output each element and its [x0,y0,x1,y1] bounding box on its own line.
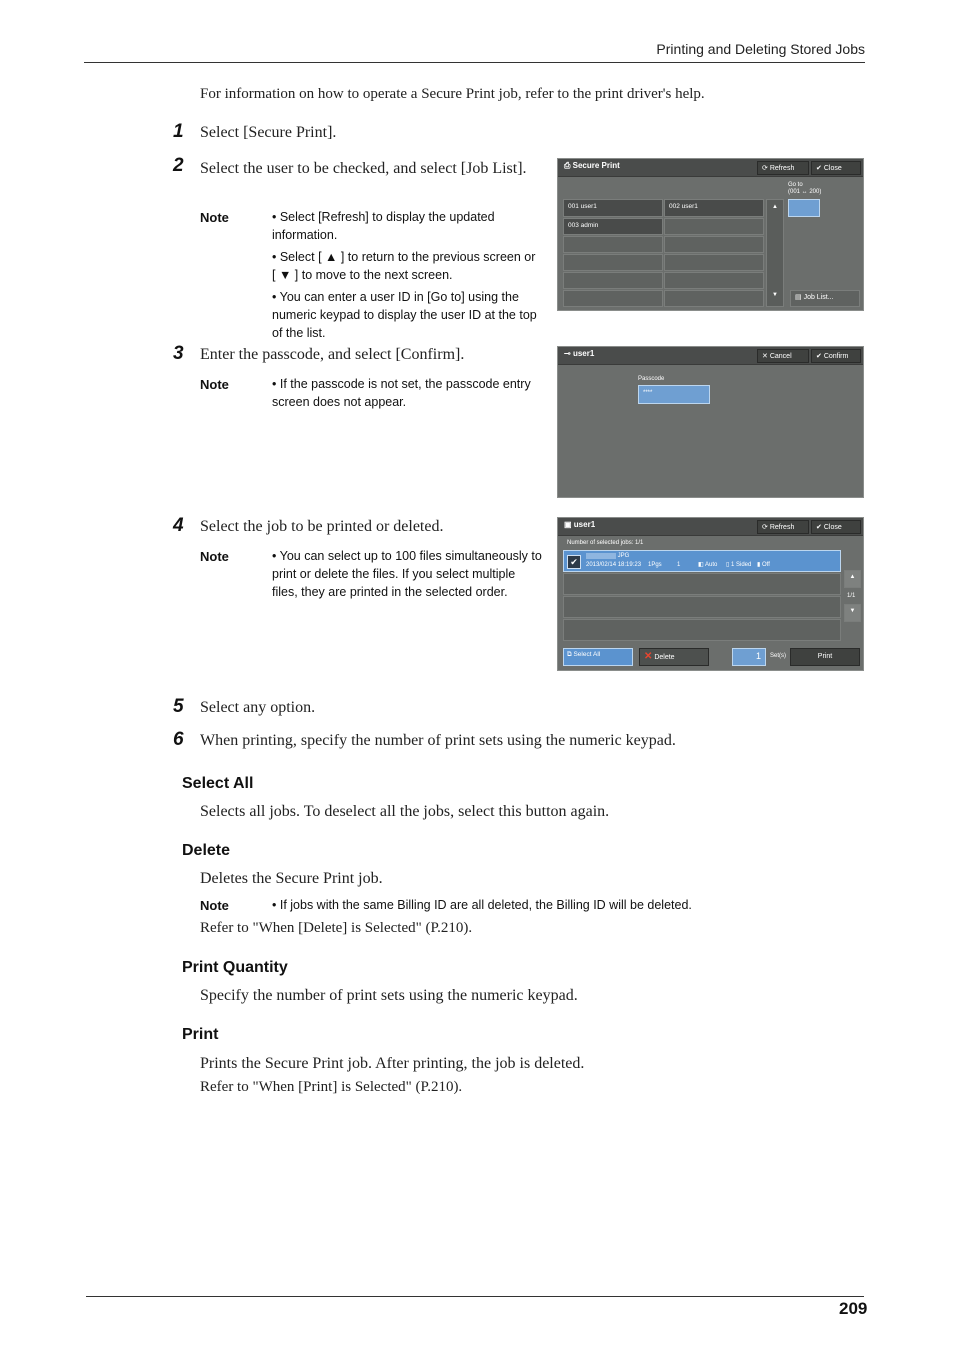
user-row-001[interactable]: 001 user1 [563,199,663,217]
goto-label: Go to [788,182,803,188]
cancel-button[interactable]: ✕ Cancel [757,349,809,363]
step-6-number: 6 [173,729,184,750]
user-row-003[interactable]: 003 admin [563,218,663,235]
running-header: Printing and Deleting Stored Jobs [656,41,865,57]
refresh-button[interactable]: ⟳ Refresh [757,520,809,534]
section-delete-body: Deletes the Secure Print job. [200,870,383,887]
quantity-input[interactable]: 1 [732,648,766,666]
scroll-down-icon[interactable]: ▼ [844,604,861,622]
step-2-text: Select the user to be checked, and select [Job List]. [200,160,527,177]
print-button[interactable]: Print [790,648,860,666]
blurred-filename: xxxxxxxxxx [586,553,616,559]
job-row-empty [563,573,841,595]
section-delete-note-label: Note [200,898,229,913]
step-3-note-label: Note [200,377,229,392]
job-staple: ▮ Off [757,562,770,568]
step-3-text: Enter the passcode, and select [Confirm]. [200,346,465,363]
section-select-all-body: Selects all jobs. To deselect all the jobs, select this button again. [200,803,610,820]
page-icon: ▯ [726,562,730,568]
job-list-screen [557,517,864,671]
step-2-note-label: Note [200,210,229,225]
selected-count: Number of selected jobs: 1/1 [567,540,644,546]
job-copies: 1 [677,562,681,568]
checkbox-checked-icon[interactable]: ✔ [567,555,581,569]
document-icon: ▤ [795,294,802,301]
section-delete-ref: Refer to "When [Delete] is Selected" (P.210). [200,920,473,936]
select-all-button[interactable]: ⧉ Select All [563,648,633,666]
job-list-button[interactable]: ▤ Job List... [790,290,860,307]
scroll-up-icon[interactable]: ▲ [772,204,778,210]
step-3-number: 3 [173,343,184,364]
job-date: 2013/02/14 18:19:23 [586,562,642,568]
secure-print-screen [557,158,864,311]
section-print-ref: Refer to "When [Print] is Selected" (P.210). [200,1079,463,1095]
step-2-note-2: • Select [ ▲ ] to return to the previous screen or [ ▼ ] to move to the next screen. [272,250,536,282]
close-button[interactable]: ✔ Close [811,161,861,175]
delete-x-icon: ✕ [644,651,653,662]
select-all-icon: ⧉ [567,651,572,658]
close-icon: ✕ [762,353,768,360]
section-select-all-title: Select All [182,775,254,792]
job-sided: ▯ 1 Sided [726,562,752,568]
user-row-empty [664,272,764,289]
step-2-note-3: • You can enter a user ID in [Go to] using the numeric keypad to display the user ID at the top of the list. [272,290,537,340]
user-row-empty [664,254,764,271]
sets-label: Set(s) [770,653,787,659]
user-row-empty [664,218,764,235]
check-icon: ✔ [816,165,822,172]
user-row-empty [664,236,764,253]
step-4-note-1: • You can select up to 100 files simultaneously to print or delete the files. If you select multiple files, they are printed in the selected order. [272,549,542,599]
refresh-icon: ⟳ [762,524,768,531]
section-delete-title: Delete [182,842,231,859]
screen1-title: ⎙ Secure Print [564,161,620,170]
step-4-note-label: Note [200,549,229,564]
scrollbar[interactable] [766,199,784,307]
user-row-empty [664,290,764,307]
job-name: xxxxxxxxxx JPG [586,553,630,559]
step-2-note-1: • Select [Refresh] to display the updated information. [272,210,495,242]
step-1-number: 1 [173,121,184,142]
user-row-empty [563,254,663,271]
user-icon: ▣ [564,520,572,529]
step-4-number: 4 [173,515,184,536]
scroll-down-icon[interactable]: ▼ [772,292,778,298]
user-row-empty [563,236,663,253]
key-icon: ⊸ [564,349,571,358]
page-number: 209 [839,1299,868,1318]
scroll-up-icon[interactable]: ▲ [844,570,861,588]
user-row-empty [563,290,663,307]
staple-icon: ▮ [757,562,761,568]
refresh-icon: ⟳ [762,165,768,172]
job-pages: 1Pgs [648,562,662,568]
step-3-note-1: • If the passcode is not set, the passcode entry screen does not appear. [272,377,531,409]
color-icon: ◧ [698,562,704,568]
passcode-screen [557,346,864,498]
passcode-label: Passcode [638,376,665,382]
step-6-text: When printing, specify the number of print sets using the numeric keypad. [200,732,676,749]
step-1-text: Select [Secure Print]. [200,124,337,141]
user-row-empty [563,272,663,289]
step-5-text: Select any option. [200,699,316,716]
delete-button[interactable]: ✕ Delete [639,648,709,666]
printer-icon: ⎙ [564,161,571,170]
section-print-title: Print [182,1026,219,1043]
section-print-body: Prints the Secure Print job. After printing, the job is deleted. [200,1055,585,1072]
user-row-002[interactable]: 002 user1 [664,199,764,217]
goto-range: (001 ↔ 200) [788,189,822,195]
section-delete-note: • If jobs with the same Billing ID are all deleted, the Billing ID will be deleted. [272,898,692,912]
page-indicator: 1/1 [847,593,856,599]
close-button[interactable]: ✔ Close [811,520,861,534]
step-2-number: 2 [173,155,184,176]
header-rule [84,62,865,63]
screen2-title: ⊸ user1 [564,349,595,358]
refresh-button[interactable]: ⟳ Refresh [757,161,809,175]
job-row-empty [563,596,841,618]
screen3-title: ▣ user1 [564,520,596,529]
step-5-number: 5 [173,696,184,717]
job-row-empty [563,619,841,641]
step-4-text: Select the job to be printed or deleted. [200,518,444,535]
intro-text: For information on how to operate a Secure Print job, refer to the print driver's help. [200,86,705,102]
section-print-quantity-body: Specify the number of print sets using the numeric keypad. [200,987,578,1004]
confirm-button[interactable]: ✔ Confirm [811,349,861,363]
job-row-selected[interactable] [563,550,841,572]
check-icon: ✔ [816,524,822,531]
section-print-quantity-title: Print Quantity [182,959,288,976]
footer-rule [86,1296,864,1297]
job-color: ◧ Auto [698,562,718,568]
passcode-input[interactable]: **** [638,385,710,404]
check-icon: ✔ [816,353,822,360]
goto-input[interactable] [788,199,820,217]
